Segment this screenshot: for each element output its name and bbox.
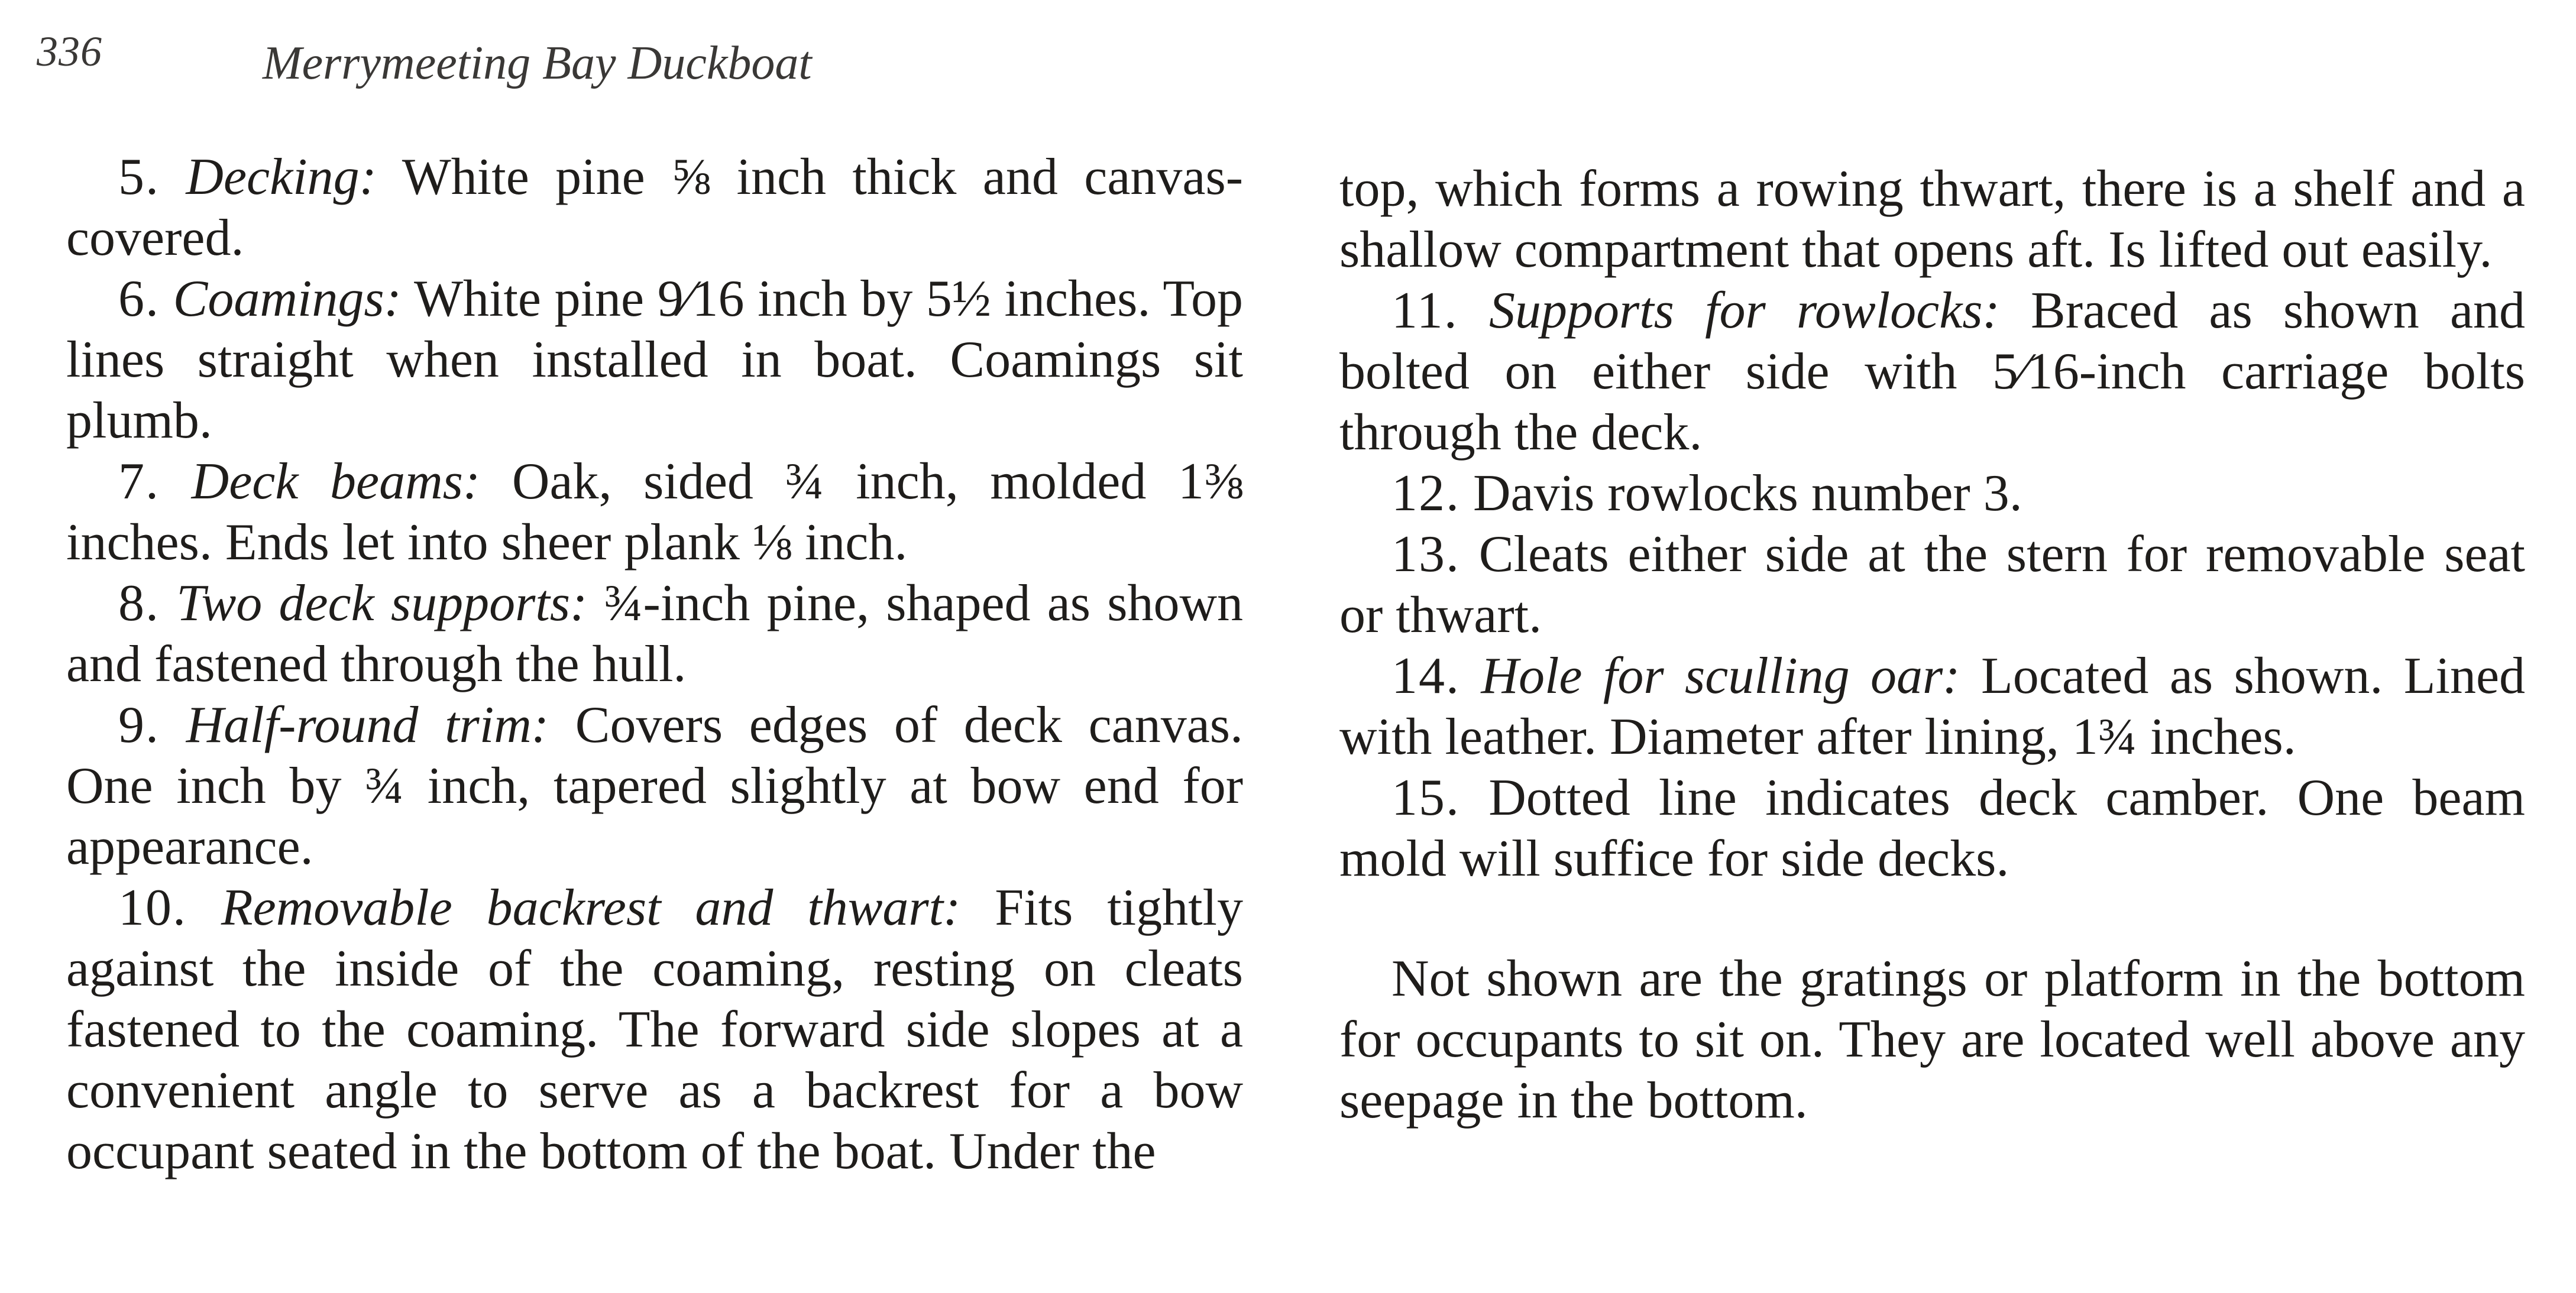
- item-text: Oak, sided ¾ inch, molded 1⅜ inches. Ends let into sheer plank ⅛ inch.: [66, 453, 1244, 571]
- item-number: 6.: [118, 270, 160, 328]
- book-title: Merrymeeting Bay Duckboat: [263, 37, 812, 89]
- item-number: 15.: [1391, 769, 1460, 827]
- item-term: Half-round trim:: [186, 696, 549, 754]
- spec-item-9: [66, 695, 1243, 877]
- spec-item-6: [66, 268, 1243, 451]
- item-term: Coamings:: [173, 270, 402, 328]
- item-term: Hole for sculling oar:: [1481, 647, 1960, 705]
- item-text: White pine 9⁄16 inch by 5½ inches. Top lines straight when installed in boat. Coamings sit plumb.: [66, 270, 1243, 449]
- item-number: 5.: [118, 148, 160, 206]
- spec-item-14: [1339, 646, 2525, 767]
- item-number: 8.: [118, 575, 160, 632]
- spec-item-13: [1339, 524, 2525, 646]
- spec-item-7: [66, 451, 1243, 573]
- item-text: White pine ⅝ inch thick and canvas-covered.: [66, 148, 1243, 267]
- spec-item-8: [66, 573, 1243, 695]
- item-number: 7.: [118, 453, 160, 510]
- left-column: [66, 147, 1243, 1182]
- item-term: Deck beams:: [191, 453, 481, 510]
- page-number: 336: [37, 28, 102, 75]
- item-text: Fits tightly against the inside of the coaming, resting on cleats fastened to the coaming. The forward side slopes at a convenient angle to serve as a backrest for a bow occupant seated in the bottom of the boat. Under the: [66, 879, 1244, 1180]
- item-number: 11.: [1391, 282, 1458, 339]
- spec-item-5: [66, 147, 1243, 268]
- spec-item-15: [1339, 767, 2525, 889]
- item-number: 9.: [118, 696, 160, 754]
- item-term: Decking:: [186, 148, 377, 206]
- item-text: Covers edges of deck canvas. One inch by ¾ inch, tapered slightly at bow end for appearance.: [66, 696, 1244, 876]
- item-number: 13.: [1391, 526, 1460, 583]
- spec-item-10-continuation: top, which forms a rowing thwart, there is a shelf and a shallow compartment that opens aft. Is lifted out easily.: [1339, 160, 2525, 278]
- item-text: ¾-inch pine, shaped as shown and fastened through the hull.: [66, 575, 1244, 693]
- item-number: 14.: [1391, 647, 1460, 705]
- item-term: Two deck supports:: [176, 575, 588, 632]
- item-text: Dotted line indicates deck camber. One beam mold will suffice for side decks.: [1339, 769, 2525, 887]
- spec-item-10: [66, 877, 1243, 1182]
- item-text: Cleats either side at the stern for removable seat or thwart.: [1339, 526, 2526, 644]
- item-number: 10.: [118, 879, 187, 936]
- right-column: [1339, 158, 2525, 1131]
- item-text: Located as shown. Lined with leather. Diameter after lining, 1¾ inches.: [1339, 647, 2526, 766]
- closing-paragraph: Not shown are the gratings or platform in the bottom for occupants to sit on. They are located well above any seepage in the bottom.: [1339, 950, 2525, 1129]
- running-head: [37, 27, 865, 98]
- item-text: Davis rowlocks number 3.: [1473, 465, 2022, 522]
- spec-item-11: [1339, 280, 2525, 463]
- item-text: Braced as shown and bolted on either side with 5⁄16-inch carriage bolts through the deck.: [1339, 282, 2526, 461]
- item-term: Removable backrest and thwart:: [221, 879, 961, 936]
- spec-item-12: [1339, 463, 2525, 524]
- item-number: 12.: [1391, 465, 1460, 522]
- item-term: Supports for rowlocks:: [1488, 282, 2000, 339]
